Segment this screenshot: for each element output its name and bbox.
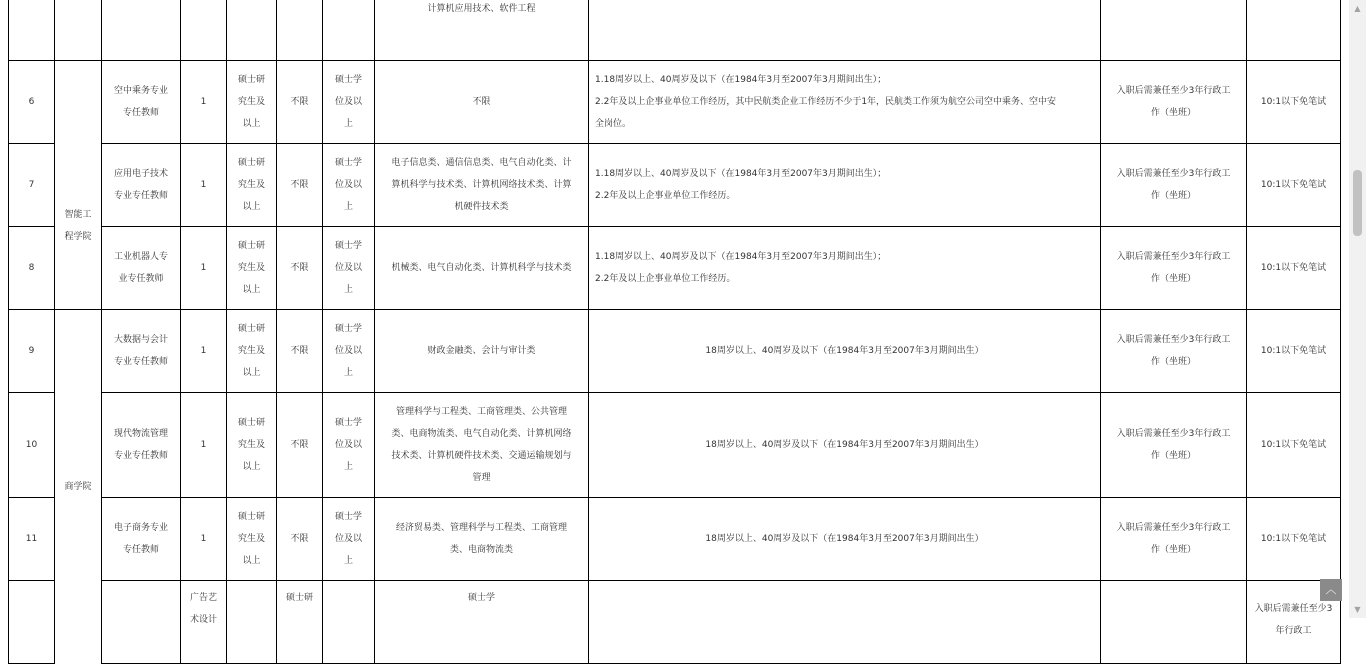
education-line: 硕士研 <box>237 241 265 251</box>
education-line: 以上 <box>242 119 261 129</box>
service-cell <box>1101 227 1247 310</box>
requirement-cell: 不限 <box>277 393 323 498</box>
position-line: 空中乘务专业 <box>113 86 168 96</box>
position-cell <box>102 0 181 61</box>
row-number: 8 <box>9 227 55 310</box>
major-line: 管理 <box>472 473 491 483</box>
condition-line: 2.2年及以上企事业单位工作经历。 <box>595 274 736 284</box>
row-number: 10 <box>9 393 55 498</box>
service-line: 入职后需兼任至少3年行政工 <box>1254 604 1333 636</box>
conditions-cell: 18周岁以上、40周岁及以下（在1984年3月至2007年3月期间出生） <box>589 498 1101 581</box>
degree-cell <box>323 61 375 144</box>
position-line: 大数据与会计 <box>113 335 168 345</box>
ratio-cell: 10:1以下免笔试 <box>1247 227 1341 310</box>
degree-line: 位及以 <box>334 180 362 190</box>
degree-line: 位及以 <box>334 534 362 544</box>
requirement-cell: 不限 <box>277 144 323 227</box>
table-row <box>9 498 1341 581</box>
ratio-cell: 10:1以下免笔试 <box>1247 144 1341 227</box>
education-line: 以上 <box>242 368 261 378</box>
table-row <box>9 61 1341 144</box>
degree-line: 硕士学 <box>334 75 362 85</box>
college-line: 商学院 <box>64 481 92 492</box>
education-line: 究生及 <box>237 346 265 356</box>
vertical-scrollbar[interactable] <box>1349 0 1366 618</box>
position-line: 业专任教师 <box>118 274 164 284</box>
college-cell <box>55 0 102 61</box>
position-line: 专业专任教师 <box>113 357 168 367</box>
conditions-cell: 18周岁以上、40周岁及以下（在1984年3月至2007年3月期间出生） <box>589 393 1101 498</box>
education-cell <box>227 310 277 393</box>
table-row <box>9 310 1341 393</box>
education-cell <box>227 498 277 581</box>
conditions-cell: 18周岁以上、40周岁及以下（在1984年3月至2007年3月期间出生） <box>589 310 1101 393</box>
major-cell <box>375 144 589 227</box>
college-cell <box>55 61 102 144</box>
position-line: 现代物流管理 <box>113 429 168 439</box>
degree-cell <box>323 393 375 498</box>
condition-line: 1.18周岁以上、40周岁及以下（在1984年3月至2007年3月期间出生）； <box>595 169 887 179</box>
major-cell: 财政金融类、会计与审计类 <box>375 310 589 393</box>
condition-line: 全岗位。 <box>595 119 632 129</box>
education-cell <box>227 393 277 498</box>
service-cell <box>1101 310 1247 393</box>
condition-line: 1.18周岁以上、40周岁及以下（在1984年3月至2007年3月期间出生）； <box>595 252 887 262</box>
degree-cell <box>323 0 375 61</box>
requirement-cell <box>277 0 323 61</box>
education-line: 硕士研 <box>237 512 265 522</box>
degree-cell <box>323 310 375 393</box>
degree-cell <box>323 498 375 581</box>
degree-cell <box>323 144 375 227</box>
education-line: 以上 <box>242 285 261 295</box>
education-line: 硕士研 <box>285 593 313 603</box>
major-cell: 机械类、电气自动化类、计算机科学与技术类 <box>375 227 589 310</box>
major-cell: 不限 <box>375 61 589 144</box>
position-line: 专任教师 <box>122 108 159 118</box>
education-line: 究生及 <box>237 180 265 190</box>
position-line: 电子商务专业 <box>113 523 168 533</box>
requirement-cell: 不限 <box>277 227 323 310</box>
row-number <box>9 581 55 664</box>
degree-line: 硕士学 <box>334 241 362 251</box>
count-cell: 1 <box>181 393 227 498</box>
service-line: 作（坐班） <box>1150 108 1196 118</box>
position-cell <box>102 61 181 144</box>
conditions-cell <box>1101 581 1247 664</box>
education-line: 硕士研 <box>237 324 265 334</box>
college-line: 程学院 <box>64 232 92 243</box>
requirement-cell <box>323 581 375 664</box>
major-line: 计算机应用技术、软件工程 <box>427 4 536 14</box>
degree-line: 上 <box>343 556 353 566</box>
education-cell <box>227 144 277 227</box>
count-cell: 1 <box>181 144 227 227</box>
table-row <box>9 581 1341 664</box>
major-cell <box>375 393 589 498</box>
education-cell <box>227 227 277 310</box>
ratio-cell: 10:1以下免笔试 <box>1247 61 1341 144</box>
degree-line: 上 <box>343 119 353 129</box>
position-cell <box>102 227 181 310</box>
degree-line: 上 <box>343 368 353 378</box>
service-line: 入职后需兼任至少3年行政工 <box>1116 523 1231 533</box>
chevron-up-icon: ︿ <box>1325 583 1337 596</box>
education-line: 硕士研 <box>237 158 265 168</box>
degree-line: 上 <box>343 285 353 295</box>
count-cell: 1 <box>181 61 227 144</box>
ratio-cell <box>1247 0 1341 61</box>
ratio-cell: 10:1以下免笔试 <box>1247 498 1341 581</box>
degree-line: 硕士学 <box>467 593 495 603</box>
conditions-cell <box>589 227 1101 310</box>
education-cell <box>227 0 277 61</box>
degree-line: 硕士学 <box>334 324 362 334</box>
condition-line: 2.2年及以上企事业单位工作经历。 <box>595 191 736 201</box>
education-line: 以上 <box>242 556 261 566</box>
degree-cell <box>323 227 375 310</box>
conditions-cell <box>589 61 1101 144</box>
position-cell <box>102 498 181 581</box>
service-cell <box>1101 61 1247 144</box>
major-line: 机硬件技术类 <box>454 202 509 212</box>
degree-line: 上 <box>343 202 353 212</box>
condition-line: 1.18周岁以上、40周岁及以下（在1984年3月至2007年3月期间出生）； <box>595 75 887 85</box>
major-cell <box>375 0 589 61</box>
college-cell <box>102 581 181 664</box>
major-line: 技术类、计算机硬件技术类、交通运输规划与 <box>391 451 572 461</box>
position-cell <box>102 393 181 498</box>
table-row <box>9 227 1341 310</box>
education-cell <box>277 581 323 664</box>
position-line: 应用电子技术 <box>113 169 168 179</box>
table-row <box>9 144 1341 227</box>
service-line: 作（坐班） <box>1150 451 1196 461</box>
scroll-thumb[interactable] <box>1353 170 1362 236</box>
college-line: 智能工 <box>64 210 92 221</box>
row-number: 6 <box>9 61 55 144</box>
position-line: 专业专任教师 <box>113 451 168 461</box>
conditions-cell <box>589 144 1101 227</box>
education-line: 硕士研 <box>237 418 265 428</box>
major-line: 电子信息类、通信信息类、电气自动化类、计 <box>391 158 572 168</box>
condition-line: 2.2年及以上企事业单位工作经历，其中民航类企业工作经历不少于1年，民航类工作须为航空公司空中乘务、空中安 <box>595 97 1057 107</box>
education-line: 究生及 <box>237 97 265 107</box>
major-line: 管理科学与工程类、工商管理类、公共管理 <box>395 407 567 417</box>
degree-line: 位及以 <box>334 263 362 273</box>
conditions-cell <box>589 0 1101 61</box>
scroll-up-icon[interactable]: ▲ <box>1354 4 1361 13</box>
service-cell <box>1101 144 1247 227</box>
row-number <box>9 0 55 61</box>
position-cell <box>102 310 181 393</box>
major-line: 算机科学与技术类、计算机网络技术类、计算 <box>391 180 572 190</box>
count-cell <box>227 581 277 664</box>
ratio-cell: 10:1以下免笔试 <box>1247 310 1341 393</box>
requirement-cell: 不限 <box>277 498 323 581</box>
college-cell <box>55 310 102 664</box>
service-line: 入职后需兼任至少3年行政工 <box>1116 86 1231 96</box>
major-line: 类、电商物流类 <box>449 545 513 555</box>
degree-line: 硕士学 <box>334 158 362 168</box>
position-cell <box>102 144 181 227</box>
service-cell <box>1101 498 1247 581</box>
major-line: 经济贸易类、管理科学与工程类、工商管理 <box>395 523 567 533</box>
count-cell: 1 <box>181 227 227 310</box>
table-row <box>9 393 1341 498</box>
education-line: 以上 <box>242 202 261 212</box>
scroll-down-icon[interactable]: ▼ <box>1354 605 1361 614</box>
service-line: 入职后需兼任至少3年行政工 <box>1116 429 1231 439</box>
service-cell <box>1101 0 1247 61</box>
education-line: 究生及 <box>237 440 265 450</box>
degree-line: 硕士学 <box>334 418 362 428</box>
row-number: 7 <box>9 144 55 227</box>
education-line: 以上 <box>242 462 261 472</box>
position-line: 广告艺术设计 <box>189 593 217 625</box>
education-line: 究生及 <box>237 263 265 273</box>
major-cell <box>589 581 1101 664</box>
service-line: 作（坐班） <box>1150 274 1196 284</box>
requirement-cell: 不限 <box>277 61 323 144</box>
row-number: 11 <box>9 498 55 581</box>
service-line: 入职后需兼任至少3年行政工 <box>1116 252 1231 262</box>
education-cell <box>227 61 277 144</box>
service-cell <box>1101 393 1247 498</box>
position-line: 专业专任教师 <box>113 191 168 201</box>
education-line: 究生及 <box>237 534 265 544</box>
count-cell: 1 <box>181 310 227 393</box>
row-number: 9 <box>9 310 55 393</box>
count-cell: 1 <box>181 498 227 581</box>
degree-line: 位及以 <box>334 97 362 107</box>
degree-cell <box>375 581 589 664</box>
ratio-cell: 10:1以下免笔试 <box>1247 393 1341 498</box>
degree-line: 位及以 <box>334 346 362 356</box>
table-body <box>9 0 1341 664</box>
major-cell <box>375 498 589 581</box>
degree-line: 位及以 <box>334 440 362 450</box>
degree-line: 上 <box>343 462 353 472</box>
college-cell <box>55 144 102 310</box>
service-line: 入职后需兼任至少3年行政工 <box>1116 169 1231 179</box>
major-line: 类、电商物流类、电气自动化类、计算机网络 <box>391 429 572 439</box>
education-line: 硕士研 <box>237 75 265 85</box>
recruitment-table <box>8 0 1341 664</box>
service-line: 入职后需兼任至少3年行政工 <box>1116 335 1231 345</box>
service-line: 作（坐班） <box>1150 545 1196 555</box>
count-cell <box>181 0 227 61</box>
back-to-top-button[interactable] <box>1320 579 1342 601</box>
requirement-cell: 不限 <box>277 310 323 393</box>
degree-line: 硕士学 <box>334 512 362 522</box>
position-line: 工业机器人专 <box>113 252 168 262</box>
position-line: 专任教师 <box>122 545 159 555</box>
service-line: 作（坐班） <box>1150 191 1196 201</box>
position-cell <box>181 581 227 664</box>
table-row <box>9 0 1341 61</box>
service-line: 作（坐班） <box>1150 357 1196 367</box>
